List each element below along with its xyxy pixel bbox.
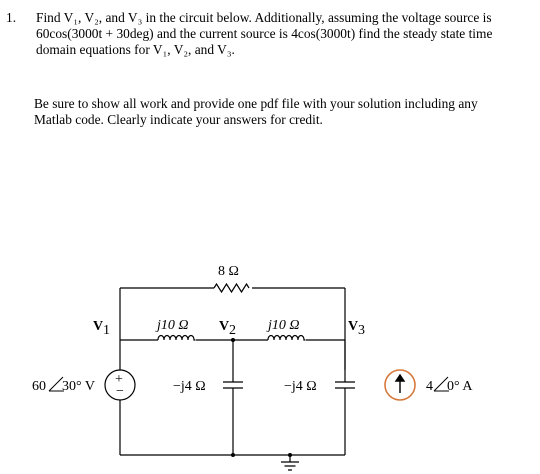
node-dot-ground [288, 453, 292, 457]
resistor-label: 8 Ω [218, 264, 239, 279]
inductor-right-label: j10 Ω [268, 318, 300, 333]
inductor-left-label: j10 Ω [157, 318, 189, 333]
node-dot-bottom [231, 453, 235, 457]
inductor-right [268, 336, 306, 341]
instructions-line-2: Matlab code. Clearly indicate your answers for credit. [34, 111, 323, 127]
vsource-magnitude: 60 [32, 379, 46, 394]
node-v3-label: V [348, 319, 359, 334]
current-source-arrow [396, 375, 404, 393]
problem-line-2: 60cos(3000t + 30deg) and the current source is 4cos(3000t) find the steady state time [36, 26, 493, 41]
capacitor-right-plates [335, 382, 355, 388]
node-v2-label: V [219, 319, 230, 334]
problem-line-3: domain equations for V₁, V₂, and V₃. [36, 42, 235, 57]
node-dot-v2 [231, 338, 235, 342]
node-v1-sub: 1 [103, 323, 110, 338]
vsource-angle: 30° V [62, 379, 95, 394]
node-v3-sub: 3 [358, 323, 365, 338]
isource-angle: 0° A [447, 379, 473, 394]
resistor-8-ohm [214, 284, 249, 292]
problem-line-1: Find V₁, V₂, and V₃ in the circuit below. Additionally, assuming the voltage source is [36, 10, 492, 25]
ground-symbol [281, 462, 299, 470]
vsource-minus: − [116, 384, 124, 399]
node-v2-sub: 2 [229, 323, 236, 338]
node-v1-label: V [93, 319, 104, 334]
problem-number: 1. [6, 10, 17, 25]
isource-magnitude: 4 [426, 379, 433, 394]
inductor-left [158, 336, 196, 341]
capacitor-left-plates [223, 382, 243, 388]
capacitor-right-label: −j4 Ω [284, 379, 317, 394]
vsource-plus: + [115, 372, 123, 387]
capacitor-left-label: −j4 Ω [173, 379, 206, 394]
instructions-line-1: Be sure to show all work and provide one pdf file with your solution including any [34, 96, 478, 111]
